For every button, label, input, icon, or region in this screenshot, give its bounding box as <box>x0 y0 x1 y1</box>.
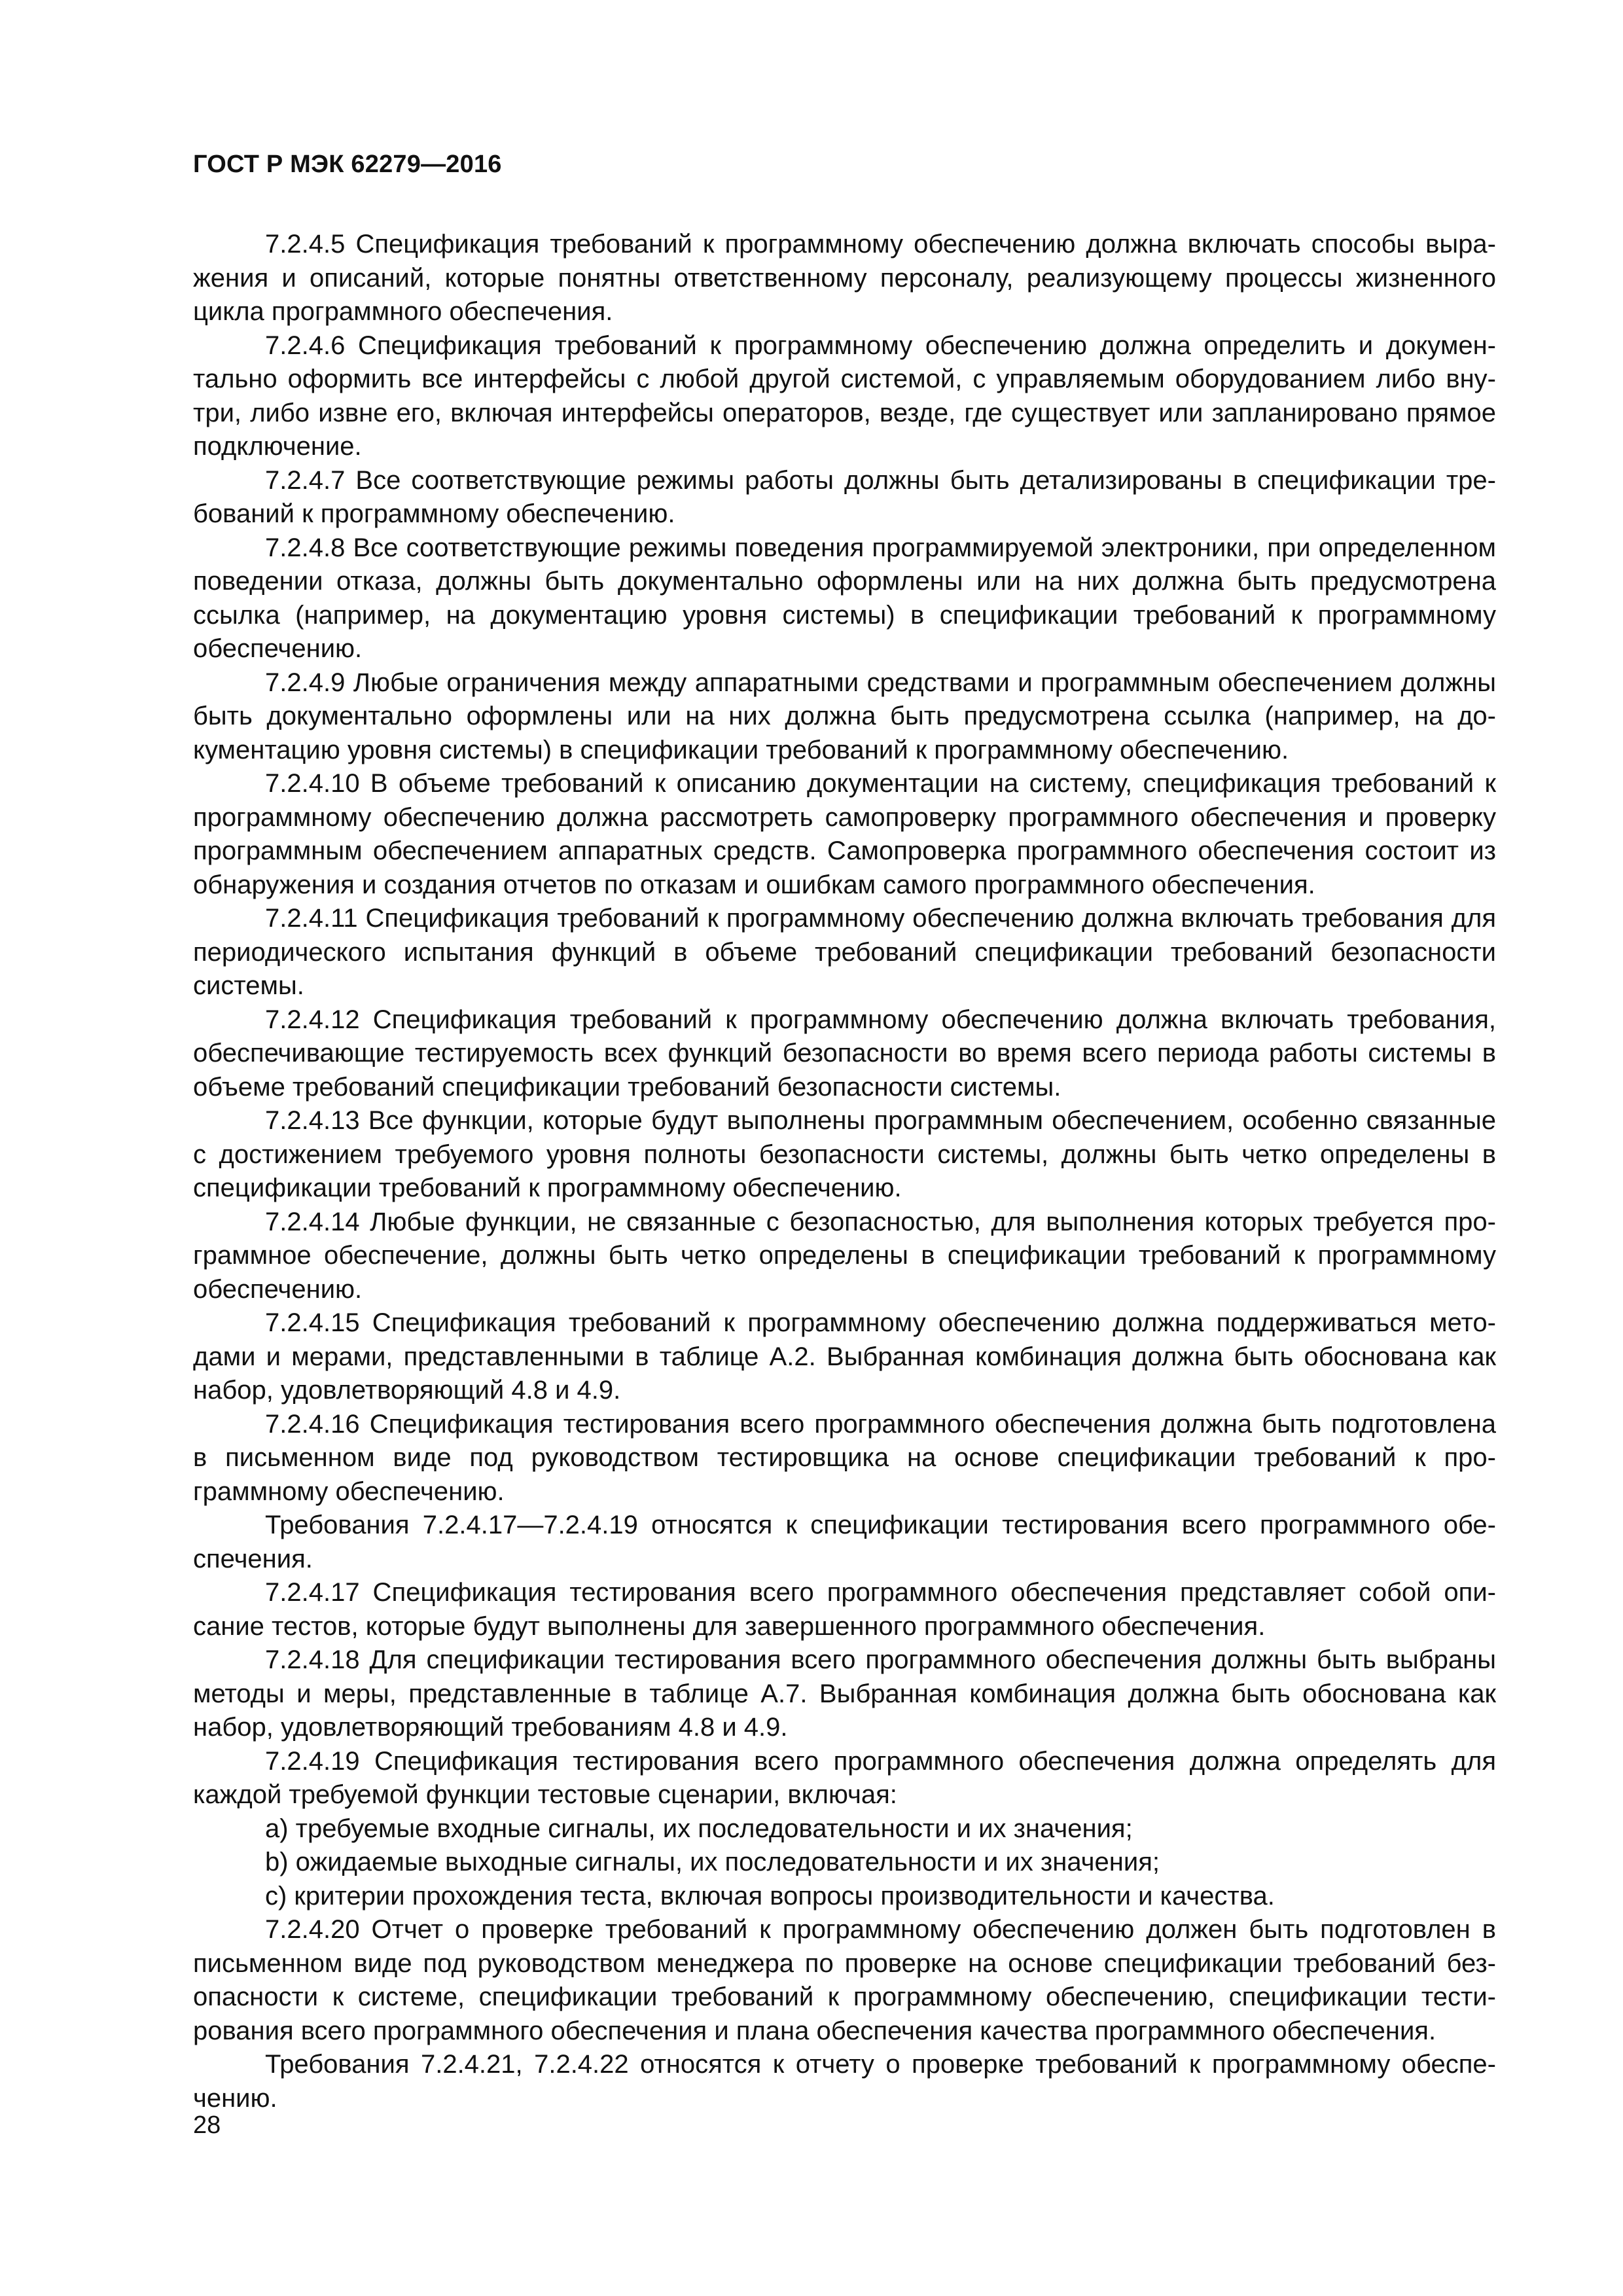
document-body <box>193 228 1496 2115</box>
paragraph-requirements-17-19: Требования 7.2.4.17—7.2.4.19 относятся к спецификации тестирования всего программного обеспечения. <box>193 1511 1496 1573</box>
paragraph-requirements-21-22: Требования 7.2.4.21, 7.2.4.22 относятся к отчету о проверке требований к программному обеспечению. <box>193 2050 1496 2113</box>
paragraph-7-2-4-18: 7.2.4.18 Для спецификации тестирования всего программного обеспечения должны быть выбраны методы и меры, представленные в таблице А.7. Выбранная комбинация должна быть обоснована как набор, удовлетворяющий требованиям 4.8 и 4.9. <box>193 1645 1496 1742</box>
paragraph-7-2-4-20: 7.2.4.20 Отчет о проверке требований к программному обеспечению должен быть подготовлен в письменном виде под руководством менеджера по проверке на основе спецификации требований безопасности к системе, спецификации требований к программному обеспечению, спецификации тестирования всего программного обеспечения и плана обеспечения качества программного обеспечения. <box>193 1915 1496 2045</box>
paragraph-7-2-4-8: 7.2.4.8 Все соответствующие режимы поведения программируемой электроники, при определенном поведении отказа, должны быть документально оформлены или на них должна быть предусмотрена ссылка (например, на документацию уровня системы) в спецификации требований к программному обеспечению. <box>193 533 1496 663</box>
paragraph-7-2-4-19: 7.2.4.19 Спецификация тестирования всего программного обеспечения должна определять для каждой требуемой функции тестовые сценарии, включая: <box>193 1746 1496 1809</box>
list-item-b: b) ожидаемые выходные сигналы, их последовательности и их значения; <box>265 1848 1160 1876</box>
paragraph-7-2-4-16: 7.2.4.16 Спецификация тестирования всего программного обеспечения должна быть подготовлена в письменном виде под руководством тестировщика на основе спецификации требований к программному обеспечению. <box>193 1409 1496 1506</box>
paragraph-7-2-4-6: 7.2.4.6 Спецификация требований к программному обеспечению должна определить и документально оформить все интерфейсы с любой другой системой, с управляемым оборудованием либо внутри, либо извне его, включая интерфейсы операторов, везде, где существует или запланировано прямое подключение. <box>193 331 1496 461</box>
paragraph-7-2-4-17: 7.2.4.17 Спецификация тестирования всего программного обеспечения представляет собой описание тестов, которые будут выполнены для завершенного программного обеспечения. <box>193 1578 1496 1641</box>
document-header: ГОСТ Р МЭК 62279—2016 <box>193 151 502 178</box>
paragraph-7-2-4-13: 7.2.4.13 Все функции, которые будут выполнены программным обеспечением, особенно связанные с достижением требуемого уровня полноты безопасности системы, должны быть четко определены в спецификации требований к программному обеспечению. <box>193 1106 1496 1202</box>
paragraph-7-2-4-12: 7.2.4.12 Спецификация требований к программному обеспечению должна включать требования, обеспечивающие тестируемость всех функций безопасности во время всего периода работы системы в объеме требований спецификации требований безопасности системы. <box>193 1005 1496 1102</box>
list-item-c: c) критерии прохождения теста, включая вопросы производительности и качества. <box>265 1881 1275 1910</box>
paragraph-7-2-4-7: 7.2.4.7 Все соответствующие режимы работы должны быть детализированы в спецификации требований к программному обеспечению. <box>193 465 1496 528</box>
paragraph-7-2-4-14: 7.2.4.14 Любые функции, не связанные с безопасностью, для выполнения которых требуется программное обеспечение, должны быть четко определены в спецификации требований к программному обеспечению. <box>193 1207 1496 1304</box>
list-item-a: a) требуемые входные сигналы, их последовательности и их значения; <box>265 1814 1133 1843</box>
page-number: 28 <box>193 2111 221 2139</box>
paragraph-7-2-4-9: 7.2.4.9 Любые ограничения между аппаратными средствами и программным обеспечением должны быть документально оформлены или на них должна быть предусмотрена ссылка (например, на документацию уровня системы) в спецификации требований к программному обеспечению. <box>193 668 1496 764</box>
paragraph-7-2-4-10: 7.2.4.10 В объеме требований к описанию документации на систему, спецификация требований к программному обеспечению должна рассмотреть самопроверку программного обеспечения и проверку программным обеспечением аппаратных средств. Самопроверка программного обеспечения состоит из обнаружения и создания отчетов по отказам и ошибкам самого программного обеспечения. <box>193 769 1496 899</box>
paragraph-7-2-4-11: 7.2.4.11 Спецификация требований к программному обеспечению должна включать требования для периодического испытания функций в объеме требований спецификации требований безопасности системы. <box>193 904 1496 1000</box>
paragraph-7-2-4-15: 7.2.4.15 Спецификация требований к программному обеспечению должна поддерживаться методами и мерами, представленными в таблице А.2. Выбранная комбинация должна быть обоснована как набор, удовлетворяющий 4.8 и 4.9. <box>193 1308 1496 1405</box>
paragraph-7-2-4-5: 7.2.4.5 Спецификация требований к программному обеспечению должна включать способы выражения и описаний, которые понятны ответственному персоналу, реализующему процессы жизненного цикла программного обеспечения. <box>193 230 1496 326</box>
